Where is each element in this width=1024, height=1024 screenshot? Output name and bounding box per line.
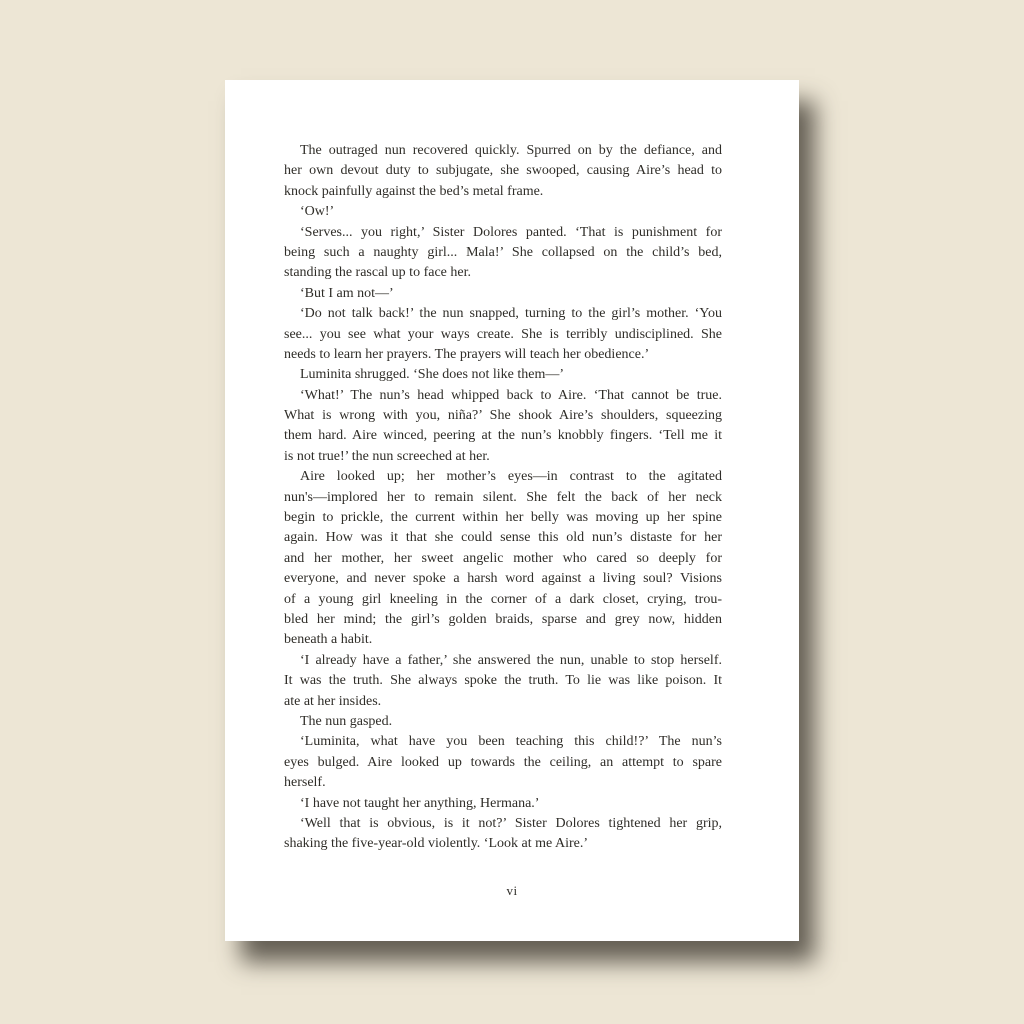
- text-line: knock painfully against the bed’s metal frame.: [284, 183, 544, 199]
- text-line: It was the truth. She always spoke the truth. To lie was like poison. It: [284, 673, 722, 689]
- text-line: is not true!’ the nun screeched at her.: [284, 448, 490, 464]
- text-line: beneath a habit.: [284, 632, 373, 648]
- text-line: ‘Luminita, what have you been teaching this child!?’ The nun’s: [300, 734, 722, 750]
- text-line: shaking the five-year-old violently. ‘Look at me Aire.’: [284, 836, 588, 852]
- text-line: ‘But I am not—’: [300, 285, 394, 301]
- text-line: Aire looked up; her mother’s eyes—in contrast to the agitated: [300, 469, 722, 485]
- text-line: bled her mind; the girl’s golden braids, sparse and grey now, hidden: [284, 611, 722, 627]
- text-line: and her mother, her sweet angelic mother who cared so deeply for: [284, 550, 722, 566]
- text-line: her own devout duty to subjugate, she swooped, causing Aire’s head to: [284, 163, 722, 179]
- text-line: them hard. Aire winced, peering at the nun’s knobbly fingers. ‘Tell me it: [284, 428, 722, 444]
- text-line: of a young girl kneeling in the corner of a dark closet, crying, trou-: [284, 591, 722, 607]
- text-line: ‘I already have a father,’ she answered the nun, unable to stop herself.: [300, 652, 722, 668]
- text-line: Luminita shrugged. ‘She does not like them—’: [300, 367, 565, 383]
- text-line: again. How was it that she could sense this old nun’s distaste for her: [284, 530, 722, 546]
- text-line: ‘Serves... you right,’ Sister Dolores panted. ‘That is punishment for: [300, 224, 722, 240]
- text-line: The nun gasped.: [300, 713, 393, 729]
- text-line: ‘Well that is obvious, is it not?’ Sister Dolores tightened her grip,: [300, 815, 722, 831]
- page-text: [284, 141, 722, 855]
- text-line: see... you see what your ways create. She is terribly undisciplined. She: [284, 326, 722, 342]
- text-line: standing the rascal up to face her.: [284, 265, 471, 281]
- text-line: needs to learn her prayers. The prayers will teach her obedience.’: [284, 346, 650, 362]
- text-line: ate at her insides.: [284, 693, 382, 709]
- text-line: eyes bulged. Aire looked up towards the ceiling, an attempt to spare: [284, 754, 722, 770]
- text-line: What is wrong with you, niña?’ She shook Aire’s shoulders, squeezing: [284, 408, 722, 424]
- text-line: everyone, and never spoke a harsh word against a living soul? Visions: [284, 571, 722, 587]
- book-page: [225, 80, 799, 941]
- page-number: vi: [506, 883, 518, 898]
- text-line: ‘I have not taught her anything, Hermana.’: [300, 795, 540, 811]
- text-line: being such a naughty girl... Mala!’ She collapsed on the child’s bed,: [284, 244, 722, 260]
- text-line: ‘Ow!’: [300, 204, 335, 220]
- text-line: ‘Do not talk back!’ the nun snapped, turning to the girl’s mother. ‘You: [300, 306, 722, 322]
- text-line: begin to prickle, the current within her belly was moving up her spine: [284, 510, 722, 526]
- text-line: ‘What!’ The nun’s head whipped back to Aire. ‘That cannot be true.: [300, 387, 722, 403]
- text-line: nun's—implored her to remain silent. She felt the back of her neck: [284, 489, 722, 505]
- text-line: The outraged nun recovered quickly. Spurred on by the defiance, and: [300, 143, 722, 158]
- text-line: herself.: [284, 775, 326, 791]
